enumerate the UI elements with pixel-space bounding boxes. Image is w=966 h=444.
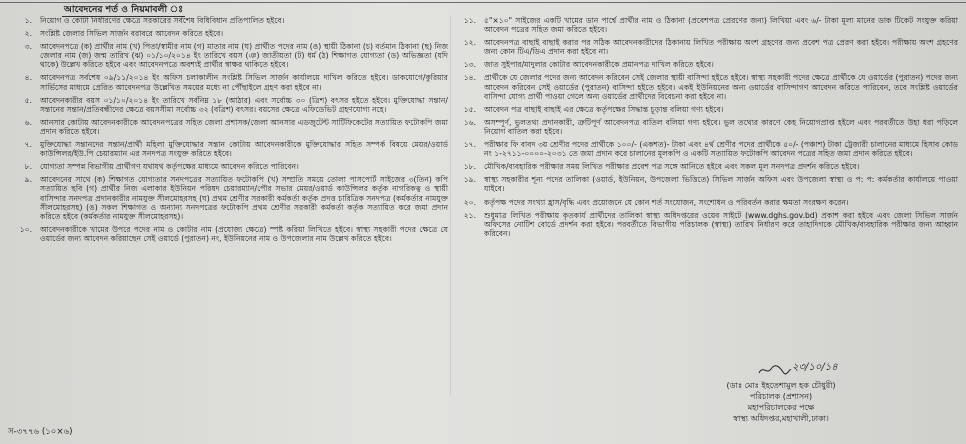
condition-number: ১১.: [463, 16, 476, 25]
left-conditions-column: [8, 16, 448, 247]
signatory-on-behalf: মহাপরিচালকের পক্ষে: [747, 403, 815, 412]
condition-item: [8, 140, 448, 158]
condition-item: [452, 175, 958, 193]
publication-code: স-৩৭৭৬ (১০×৬): [8, 427, 73, 437]
condition-text: মুক্তিযোদ্ধা সন্তানদের সন্তান/প্রার্থী মহিলা মুক্তিযোদ্ধার সন্তান কোটায় আবেদনকারীকে মুক্তিযোদ্ধার সহিত সম্পর্ক বিষয়ে মেয়র/ওয়ার্ড কাউন্সিলর/ইউ.পি চেয়ারম্যান এর সনদপত্র সংযুক্ত করিতে হইবে।: [40, 140, 448, 159]
condition-number: ২.: [24, 29, 32, 39]
condition-item: [452, 118, 958, 136]
condition-text: আবেদন পত্র বাছাই বাছাই এর ক্ষেত্রে কর্তৃপক্ষের সিদ্ধান্ত চূড়ান্ত বলিয়া গণ্য হইবে।: [484, 104, 724, 114]
condition-number: ৩.: [24, 42, 32, 52]
condition-text: অসম্পূর্ণ, ভুলতথ্য প্রদানকারী, ত্রুটিপূর্ণ আবেদনপত্র বাতিল বলিয়া গণ্য হইবে। ভুল তথ্যের কারণে কেহ নিয়োগপ্রাপ্ত হইলে এবং পরবর্তীতে উহা ধরা পড়িলে নিয়োগ বাতিল করা হইবে।: [484, 117, 958, 136]
condition-item: [452, 73, 958, 100]
condition-text: আবেদনের সাথে (ক) শিক্ষাগত যোগ্যতার সনদপত্রের সত্যায়িত ফটোকপি (খ) সম্প্রতি সময়ে তোলা পাসপোর্ট সাইজের ৩(তিন) কপি সত্যায়িত ছবি (গ) প্রার্থীর নিজ এলাকার ইউনিয়ন পরিষদ চেয়ারম্যান/পৌর সভার মেয়র/ওয়ার্ড কাউন্সিলর কর্তৃক নাগরিকত্ব ও স্থায়ী বাসিন্দার সনদপত্র প্রদানকারীর নামযুক্ত সীলমোহরসহ (ঘ) প্রথম শ্রেণীর সরকারী কর্মকর্তা কর্তৃক প্রদত্ত চারিত্রিক সনদপত্র (কর্মকর্তার নামযুক্ত সীলমোহরসহ) (ঙ) সকল শিক্ষাগত ও অন্যান্য সনদপত্রের ফটোকপি প্রথম শ্রেণীর সরকারী কর্মকর্তা কর্তৃক সত্যায়িত করে জমা প্রদান করিতে হইবে (কর্মকর্তার নামযুক্ত সীলমোহরসহ)।: [40, 175, 448, 221]
condition-item: [8, 73, 448, 91]
condition-text: যোগ্যতা সম্পন্ন বিভাগীয় প্রার্থীগণ যথাযথ কর্তৃপক্ষের মাধ্যমে আবেদন করিতে পারিবেন।: [40, 162, 299, 172]
condition-item: [8, 225, 448, 243]
signature-block: [676, 362, 886, 424]
condition-text: প্রার্থীকে যে জেলার পদের জন্য আবেদন করিবেন সেই জেলার স্থায়ী বাসিন্দা হইতে হইবে। স্বাস্থ্য সহকারী পদের ক্ষেত্রে প্রার্থীকে যে ওয়ার্ডের (পুরাতন) পদের জন্য আবেদন করিবেন সেই ওয়ার্ডের (পুরাতন) বাসিন্দা হইতে হইবে। একই ইউনিয়নের অন্য ওয়ার্ডের বাসিন্দাগণ আবেদন করিতে পারিবেন, তবে সংশ্লিষ্ট ওয়ার্ডের বাসিন্দা যোগ্য প্রার্থী পাওয়া গেলে অন্য ওয়ার্ডের প্রার্থীদের বিবেচনা করা হইবে না।: [484, 73, 958, 101]
condition-text: মৌখিক/ব্যবহারিক পরীক্ষার সময় লিখিত পরীক্ষার প্রবেশ পত্র সঙ্গে আনিতে হইবে এবং সকল মূল সনদপত্র প্রদর্শন করিতে হইবে।: [484, 162, 860, 172]
condition-text: আবেদনপত্র সর্বশেষ ০৯/১১/২০১৪ ইং অফিস চলাকালীন সংশ্লিষ্ট সিভিল সার্জন কার্যালয়ে দাখিল করিতে হইবে। ডাকযোগে/কুরিয়ার সার্ভিসের মাধ্যমে প্রেরিত আবেদনপত্র উল্লেখিত সময়ের মধ্যে না পৌঁছাইলে গ্রহণ করা হইবে না।: [40, 73, 448, 92]
condition-item: [8, 29, 448, 38]
condition-number: ১.: [24, 16, 32, 25]
condition-item: [452, 162, 958, 171]
condition-item: [452, 38, 958, 56]
condition-text: শুধুমাত্র লিখিত পরীক্ষায় কৃতকার্য প্রার্থীদের তালিকা স্বাস্থ্য অধিদপ্তরের ওয়েব সাইটে (www.dghs.gov.bd) প্রকাশ করা হইবে এবং জেলা সিভিল সার্জন অফিসের নোটিশ বোর্ডে প্রদর্শন করা হইবে। পরবর্তীতে বিভাগীয় পরিচালক (স্বাস্থ্য) তারিখ নির্ধারণ করে তাহাদিগকে মৌখিক/ব্যবহারিক পরীক্ষার জন্য আহ্বান করিবেন।: [484, 210, 958, 238]
condition-number: ১৬.: [463, 117, 476, 127]
condition-item: [8, 175, 448, 220]
condition-text: আবেদনপত্রে (ক) প্রার্থীর নাম (খ) পিতা/স্বামীর নাম (গ) মাতার নাম (ঘ) প্রার্থীত পদের নাম (ঙ) স্থায়ী ঠিকানা (চ) বর্তমান ঠিকানা (ছ) নিজ জেলার নাম (জ) জন্ম তারিখ (ঝ) ০১/১০/২০১৪ ইং তারিখে বয়স (ঞ) জাতীয়তা (ট) ধর্ম (ঠ) শিক্ষাগত যোগ্যতা (ড) অভিজ্ঞতা (যদি থাকে) উল্লেখ করিতে হইবে এবং আবেদনপত্রে অবশ্যই প্রার্থীর স্বাক্ষর থাকিতে হইবে।: [40, 42, 448, 70]
condition-text: ৫"×১০" সাইজের একটি খামের ডান পার্শ্বে প্রার্থীর নাম ও ঠিকানা (প্রবেশপত্র প্রেরণের জন্য) লিখিয়া এবং ৬/- টাকা মূল্য মানের ডাক টিকেট সংযুক্ত করিয়া আবেদন পত্রের সহিত জমা করিতে হইবে।: [484, 16, 958, 35]
condition-item: [8, 162, 448, 171]
condition-number: ১৩.: [463, 60, 476, 70]
signatory-designation: পরিচালক (প্রশাসন): [749, 392, 813, 401]
condition-item: [452, 60, 958, 69]
condition-number: ১৪.: [463, 73, 476, 83]
right-conditions-column: [452, 16, 958, 242]
conditions-heading: আবেদনের শর্ত ও নিয়মাবলী ঃ: [64, 4, 184, 15]
condition-number: ১২.: [463, 38, 476, 48]
condition-text: জাত সুইপার/মাদুলার কোটার আবেদনকারীকে প্রমানপত্র দাখিল করিতে হইবে।: [484, 60, 714, 70]
condition-number: ১৭.: [463, 140, 476, 150]
condition-item: [452, 140, 958, 158]
condition-number: ৮.: [24, 162, 32, 172]
signature-date: ২৩/১০/১৪: [792, 362, 838, 373]
condition-item: [452, 105, 958, 114]
column-divider: [450, 16, 451, 396]
condition-item: [452, 198, 958, 207]
condition-text: আবেদনপত্র বাছাই বাছাই করার পর সঠিক আবেদনকারীদের ঠিকানায় লিখিত পরীক্ষায় অংশ গ্রহণের জন্য প্রবেশ পত্র প্রেরণ করা হইবে। পরীক্ষায় অংশ গ্রহণের জন্য কোন টিএ/ডিএ প্রদান করা হইবে না।: [484, 38, 958, 57]
condition-number: ১৮.: [463, 162, 476, 172]
signatory-office: স্বাস্থ্য অধিদপ্তর,মহাখালী,ঢাকা।: [733, 414, 829, 423]
condition-text: সংশ্লিষ্ট জেলার সিভিল সার্জন বরাবরে আবেদন করিতে হইবে।: [40, 29, 224, 39]
condition-item: [452, 211, 958, 238]
condition-text: আবেদনকারীকে খামের উপরে পদের নাম ও কোটার নাম (প্রযোজ্য ক্ষেত্রে) স্পষ্ট করিয়া লিখিতে হইবে। স্বাস্থ্য সহকারী পদের ক্ষেত্রে যে ওয়ার্ডের জন্য আবেদন করিয়াছেন সেই ওয়ার্ডে (পুরাতন) নং, ইউনিয়নের নাম ও উপজেলার নাম উল্লেখ করিতে হইবে।: [40, 224, 448, 243]
condition-number: ১৯.: [463, 175, 476, 185]
condition-item: [8, 16, 448, 25]
handwritten-signature: [792, 362, 852, 376]
condition-number: ৯.: [24, 175, 32, 185]
condition-text: আনসার কোটায় আবেদনকারীকে আবেদনপত্রের সহিত জেলা প্রশাসক/জেলা আনসার এডজুটেন্ট সার্টিফিকেটের সত্যায়িত ফটোকপি জমা প্রদান করিতে হইবে।: [40, 117, 448, 136]
condition-number: ৬.: [24, 117, 32, 127]
top-rule: [0, 2, 966, 3]
condition-number: ৫.: [24, 95, 32, 105]
condition-number: ২০.: [463, 197, 476, 207]
condition-text: কর্তৃপক্ষ পদের সংখ্যা হ্রাস/বৃদ্ধি এবং প্রয়োজনে যে কোন শর্ত সংযোজন, সংশোধন ও পরিবর্তন করার ক্ষমতা সংরক্ষণ করেন।: [484, 197, 849, 207]
condition-number: ২১.: [463, 210, 476, 220]
condition-number: ১০.: [19, 224, 32, 234]
condition-item: [8, 96, 448, 114]
condition-item: [8, 42, 448, 69]
condition-item: [452, 16, 958, 34]
condition-number: ৭.: [24, 140, 32, 150]
signatory-name: (ডাঃ মোঃ ইহতেশামুল হক চৌধুরী): [726, 381, 836, 390]
condition-number: ৪.: [24, 73, 32, 83]
condition-text: নিয়োগ ও কোটা নির্ধারণের ক্ষেত্রে সরকারের সর্বশেষ বিধিবিধান প্রতিপালিত হইবে।: [40, 16, 285, 25]
condition-item: [8, 118, 448, 136]
condition-text: পরীক্ষার ফি বাবদ ৩য় শ্রেণীর পদের প্রার্থীকে ১০০/- (একশত)- টাকা এবং ৪র্থ শ্রেণীর পদের প্রার্থীকে ৫০/- (পঞ্চাশ) টাকা ট্রেজারী চালানের মাধ্যমে হিসাব কোড নং ১-২৭১১-০০০০-২০৩১ তে জমা প্রদান করে চালানের মূলকপি ও একটি সত্যায়িত ফটোকপি আবেদন পত্রের সহিত জমা প্রদান করিতে হইবে।: [484, 140, 958, 159]
condition-text: স্বাস্থ্য সহকারীর শূন্য পদের তালিকা (ওয়ার্ড, ইউনিয়ন, উপজেলা ভিত্তিতে) সিভিল সার্জন অফিস এবং উপজেলা স্বাস্থ্য ও প: প: কর্মকর্তার কার্যালয়ে পাওয়া যাইবে।: [484, 175, 958, 194]
condition-text: আবেদনকারীর বয়স ০১/১০/২০১৪ ইং তারিখে সর্বনিম্ন ১৮ (আঠার) এবং সর্বোচ্চ ৩০ (ত্রিশ) বৎসর হইতে হইবে। মুক্তিযোদ্ধা সন্তান/সন্তানের সন্তান/প্রতিবন্ধীদের ক্ষেত্রে বয়সসীমা সর্বোচ্চ ৩২ (বত্রিশ) বৎসর। বয়সের ক্ষেত্রে এফিডেভিট গ্রহণযোগ্য নহে।: [40, 95, 448, 114]
condition-number: ১৫.: [463, 104, 476, 114]
signature-scrawl-icon: [758, 364, 792, 376]
